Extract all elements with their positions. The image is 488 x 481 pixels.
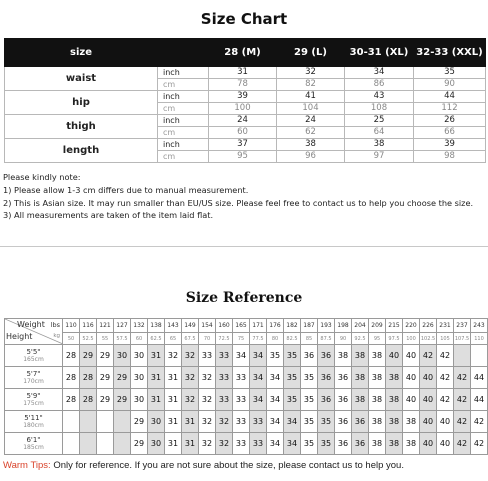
height-row [5, 389, 488, 411]
kg-value: 107.5 [454, 333, 471, 345]
lbs-value: 127 [114, 319, 131, 333]
size-cell: 30 [131, 367, 148, 389]
lbs-value: 220 [403, 319, 420, 333]
height-cm: 165cm [23, 355, 44, 363]
size-cell: 30 [131, 345, 148, 367]
size-cell: 42 [454, 367, 471, 389]
lbs-value: 176 [267, 319, 284, 333]
size-cell [80, 433, 97, 455]
size-cell: 38 [335, 345, 352, 367]
size-cell: 31 [148, 389, 165, 411]
lbs-value: 193 [318, 319, 335, 333]
size-cell [454, 345, 471, 367]
kg-value: 77.5 [250, 333, 267, 345]
size-cell: 40 [403, 367, 420, 389]
size-cell: 36 [301, 345, 318, 367]
inch-value: 41 [277, 91, 345, 103]
kg-value: 110 [471, 333, 488, 345]
size-cell: 35 [284, 345, 301, 367]
unit-cm: cm [158, 79, 209, 91]
unit-cm: cm [158, 151, 209, 163]
size-cell [80, 411, 97, 433]
size-cell: 32 [199, 367, 216, 389]
size-cell: 38 [369, 345, 386, 367]
lbs-value: 209 [369, 319, 386, 333]
note-item: 2) This is Asian size. It may run smaller than EU/US size. Please feel free to contact us to help you choose the size. [3, 197, 474, 208]
size-cell: 34 [267, 389, 284, 411]
size-cell: 36 [318, 389, 335, 411]
lbs-label: lbs [50, 321, 60, 329]
lbs-value: 116 [80, 319, 97, 333]
size-cell: 42 [471, 411, 488, 433]
size-cell: 32 [182, 367, 199, 389]
kg-value: 87.5 [318, 333, 335, 345]
notes-heading: Please kindly note: [3, 172, 81, 182]
height-feet: 5'9" [26, 391, 41, 400]
height-cell [5, 389, 63, 411]
size-cell: 32 [199, 411, 216, 433]
size-cell: 30 [148, 411, 165, 433]
size-cell: 38 [386, 433, 403, 455]
size-cell [114, 433, 131, 455]
lbs-value: 165 [233, 319, 250, 333]
height-feet: 5'7" [26, 369, 41, 378]
size-cell: 31 [148, 367, 165, 389]
cm-value: 62 [277, 127, 345, 139]
cm-value: 112 [414, 103, 486, 115]
inch-value: 35 [414, 67, 486, 79]
size-cell: 35 [284, 389, 301, 411]
size-cell: 42 [437, 345, 454, 367]
size-cell: 32 [165, 345, 182, 367]
lbs-value: 215 [386, 319, 403, 333]
size-header-label: size [5, 39, 158, 67]
size-cell: 33 [250, 433, 267, 455]
size-cell: 29 [131, 411, 148, 433]
size-cell: 36 [335, 389, 352, 411]
size-cell: 32 [216, 433, 233, 455]
lbs-value: 198 [335, 319, 352, 333]
inch-value: 44 [414, 91, 486, 103]
kg-value: 85 [301, 333, 318, 345]
size-cell: 36 [335, 433, 352, 455]
size-cell: 42 [437, 367, 454, 389]
size-cell: 35 [301, 389, 318, 411]
size-cell: 36 [352, 411, 369, 433]
weight-kg-row [5, 333, 488, 345]
lbs-value: 237 [454, 319, 471, 333]
cm-value: 95 [209, 151, 277, 163]
height-feet: 5'5" [26, 347, 41, 356]
size-header-m: 28 (M) [209, 39, 277, 67]
size-chart-row [5, 67, 486, 79]
size-cell: 33 [233, 411, 250, 433]
kg-value: 100 [403, 333, 420, 345]
kg-value: 97.5 [386, 333, 403, 345]
size-cell [63, 411, 80, 433]
lbs-value: 154 [199, 319, 216, 333]
inch-value: 39 [209, 91, 277, 103]
lbs-value: 171 [250, 319, 267, 333]
cm-value: 64 [345, 127, 414, 139]
inch-value: 32 [277, 67, 345, 79]
size-cell: 35 [284, 367, 301, 389]
kg-value: 65 [165, 333, 182, 345]
size-cell: 33 [216, 389, 233, 411]
size-cell: 28 [80, 389, 97, 411]
size-cell [114, 411, 131, 433]
cm-value: 100 [209, 103, 277, 115]
kg-value: 102.5 [420, 333, 437, 345]
lbs-value: 121 [97, 319, 114, 333]
lbs-value: 160 [216, 319, 233, 333]
size-chart-row [5, 115, 486, 127]
lbs-value: 231 [437, 319, 454, 333]
section-divider [0, 246, 488, 247]
measure-label: waist [5, 67, 158, 91]
size-cell: 29 [114, 389, 131, 411]
cm-value: 82 [277, 79, 345, 91]
cm-value: 60 [209, 127, 277, 139]
kg-value: 72.5 [216, 333, 233, 345]
size-cell: 33 [233, 433, 250, 455]
size-cell: 33 [199, 345, 216, 367]
size-cell: 34 [267, 411, 284, 433]
inch-value: 24 [209, 115, 277, 127]
kg-value: 67.5 [182, 333, 199, 345]
size-cell: 31 [165, 433, 182, 455]
cm-value: 78 [209, 79, 277, 91]
size-cell: 42 [454, 433, 471, 455]
size-cell: 38 [352, 389, 369, 411]
size-chart-header-row [5, 39, 486, 67]
kg-value: 60 [131, 333, 148, 345]
size-cell: 42 [437, 389, 454, 411]
size-cell: 38 [369, 367, 386, 389]
size-cell: 40 [420, 367, 437, 389]
size-cell: 35 [301, 433, 318, 455]
measure-label: length [5, 139, 158, 163]
size-cell [471, 345, 488, 367]
size-cell: 29 [114, 367, 131, 389]
inch-value: 37 [209, 139, 277, 151]
size-cell: 40 [403, 389, 420, 411]
size-cell: 29 [80, 345, 97, 367]
size-cell: 32 [182, 389, 199, 411]
size-cell: 40 [420, 433, 437, 455]
size-cell: 34 [250, 367, 267, 389]
cm-value: 90 [414, 79, 486, 91]
unit-inch: inch [158, 91, 209, 103]
cm-value: 66 [414, 127, 486, 139]
size-cell: 35 [267, 345, 284, 367]
height-cell [5, 345, 63, 367]
size-cell: 29 [97, 345, 114, 367]
size-cell: 31 [165, 367, 182, 389]
height-cm: 180cm [23, 421, 44, 429]
height-feet: 5'11" [24, 413, 43, 422]
size-cell [97, 433, 114, 455]
cm-value: 98 [414, 151, 486, 163]
kg-value: 92.5 [352, 333, 369, 345]
size-cell: 30 [114, 345, 131, 367]
lbs-value: 243 [471, 319, 488, 333]
size-cell: 34 [284, 433, 301, 455]
size-cell: 33 [233, 367, 250, 389]
size-cell: 44 [471, 367, 488, 389]
unit-header [158, 39, 209, 67]
cm-value: 104 [277, 103, 345, 115]
kg-label: kg [53, 333, 60, 339]
size-cell: 36 [318, 345, 335, 367]
unit-inch: inch [158, 139, 209, 151]
size-cell: 29 [97, 367, 114, 389]
size-cell: 36 [335, 411, 352, 433]
unit-inch: inch [158, 67, 209, 79]
size-cell: 30 [131, 389, 148, 411]
height-row [5, 411, 488, 433]
kg-value: 55 [97, 333, 114, 345]
size-cell: 29 [131, 433, 148, 455]
kg-value: 52.5 [80, 333, 97, 345]
size-cell [63, 433, 80, 455]
lbs-value: 138 [148, 319, 165, 333]
size-header-xxl: 32-33 (XXL) [414, 39, 486, 67]
size-reference-title: Size Reference [185, 290, 303, 306]
size-cell: 34 [250, 389, 267, 411]
size-cell: 38 [369, 433, 386, 455]
size-cell: 35 [301, 367, 318, 389]
size-cell: 40 [437, 411, 454, 433]
size-chart-title: Size Chart [200, 10, 288, 28]
size-cell: 35 [318, 411, 335, 433]
size-cell: 34 [233, 345, 250, 367]
size-cell [97, 411, 114, 433]
lbs-value: 187 [301, 319, 318, 333]
lbs-value: 226 [420, 319, 437, 333]
size-cell: 31 [165, 411, 182, 433]
size-cell: 38 [369, 411, 386, 433]
size-cell: 38 [352, 367, 369, 389]
cm-value: 86 [345, 79, 414, 91]
size-notes [3, 171, 487, 222]
kg-value: 90 [335, 333, 352, 345]
size-cell: 33 [233, 389, 250, 411]
size-cell: 34 [250, 345, 267, 367]
size-cell: 29 [97, 389, 114, 411]
kg-value: 75 [233, 333, 250, 345]
size-cell: 34 [284, 411, 301, 433]
size-reference-table [4, 318, 488, 455]
inch-value: 43 [345, 91, 414, 103]
size-cell: 42 [420, 345, 437, 367]
height-label: Height [6, 332, 33, 341]
warm-tips-label: Warm Tips: [3, 460, 51, 471]
weight-height-corner [5, 319, 63, 345]
size-cell: 34 [267, 367, 284, 389]
size-cell: 30 [148, 433, 165, 455]
size-cell: 38 [403, 433, 420, 455]
height-cell [5, 367, 63, 389]
size-cell: 40 [386, 345, 403, 367]
size-cell: 32 [199, 433, 216, 455]
size-cell: 28 [63, 367, 80, 389]
size-cell: 40 [420, 411, 437, 433]
lbs-value: 143 [165, 319, 182, 333]
inch-value: 38 [277, 139, 345, 151]
size-cell: 38 [352, 345, 369, 367]
size-cell: 28 [80, 367, 97, 389]
warm-tips-text: Only for reference. If you are not sure about the size, please contact us to help you. [50, 460, 404, 471]
lbs-value: 149 [182, 319, 199, 333]
size-chart-row [5, 139, 486, 151]
size-cell: 42 [454, 389, 471, 411]
cm-value: 108 [345, 103, 414, 115]
size-cell: 38 [386, 367, 403, 389]
size-cell: 32 [199, 389, 216, 411]
measure-label: hip [5, 91, 158, 115]
size-header-xl: 30-31 (XL) [345, 39, 414, 67]
size-cell: 33 [216, 345, 233, 367]
size-cell: 36 [318, 367, 335, 389]
size-cell: 36 [352, 433, 369, 455]
height-cm: 170cm [23, 377, 44, 385]
height-cell [5, 433, 63, 455]
size-header-l: 29 (L) [277, 39, 345, 67]
unit-cm: cm [158, 103, 209, 115]
cm-value: 97 [345, 151, 414, 163]
note-item: 3) All measurements are taken of the item laid flat. [3, 210, 214, 221]
kg-value: 95 [369, 333, 386, 345]
height-cm: 185cm [23, 443, 44, 451]
kg-value: 80 [267, 333, 284, 345]
lbs-value: 132 [131, 319, 148, 333]
lbs-value: 204 [352, 319, 369, 333]
note-item: 1) Please allow 1-3 cm differs due to manual measurement. [3, 184, 249, 195]
size-cell: 33 [216, 367, 233, 389]
kg-value: 82.5 [284, 333, 301, 345]
size-cell: 40 [403, 345, 420, 367]
size-cell: 31 [148, 345, 165, 367]
warm-tips [3, 460, 404, 471]
kg-value: 50 [63, 333, 80, 345]
inch-value: 34 [345, 67, 414, 79]
size-cell: 32 [182, 345, 199, 367]
kg-value: 105 [437, 333, 454, 345]
lbs-value: 182 [284, 319, 301, 333]
height-row [5, 345, 488, 367]
inch-value: 24 [277, 115, 345, 127]
size-cell: 28 [63, 389, 80, 411]
inch-value: 25 [345, 115, 414, 127]
height-feet: 6'1" [26, 435, 41, 444]
size-cell: 44 [471, 389, 488, 411]
kg-value: 57.5 [114, 333, 131, 345]
measure-label: thigh [5, 115, 158, 139]
kg-value: 70 [199, 333, 216, 345]
size-cell: 42 [454, 411, 471, 433]
inch-value: 39 [414, 139, 486, 151]
size-cell: 40 [437, 433, 454, 455]
height-row [5, 367, 488, 389]
size-cell: 38 [386, 389, 403, 411]
height-row [5, 433, 488, 455]
size-cell: 31 [165, 389, 182, 411]
weight-lbs-row [5, 319, 488, 333]
size-cell: 38 [386, 411, 403, 433]
size-cell: 31 [182, 433, 199, 455]
size-cell: 32 [216, 411, 233, 433]
size-cell: 34 [267, 433, 284, 455]
kg-value: 62.5 [148, 333, 165, 345]
size-cell: 31 [182, 411, 199, 433]
size-chart-table [4, 38, 486, 163]
size-cell: 36 [335, 367, 352, 389]
height-cm: 175cm [23, 399, 44, 407]
lbs-value: 110 [63, 319, 80, 333]
size-cell: 35 [318, 433, 335, 455]
inch-value: 38 [345, 139, 414, 151]
inch-value: 31 [209, 67, 277, 79]
size-cell: 40 [420, 389, 437, 411]
size-cell: 42 [471, 433, 488, 455]
size-cell: 38 [369, 389, 386, 411]
size-cell: 38 [403, 411, 420, 433]
size-cell: 28 [63, 345, 80, 367]
size-chart-row [5, 91, 486, 103]
unit-cm: cm [158, 127, 209, 139]
unit-inch: inch [158, 115, 209, 127]
height-cell [5, 411, 63, 433]
weight-label: Weight [17, 320, 45, 329]
inch-value: 26 [414, 115, 486, 127]
cm-value: 96 [277, 151, 345, 163]
size-cell: 35 [301, 411, 318, 433]
size-cell: 33 [250, 411, 267, 433]
